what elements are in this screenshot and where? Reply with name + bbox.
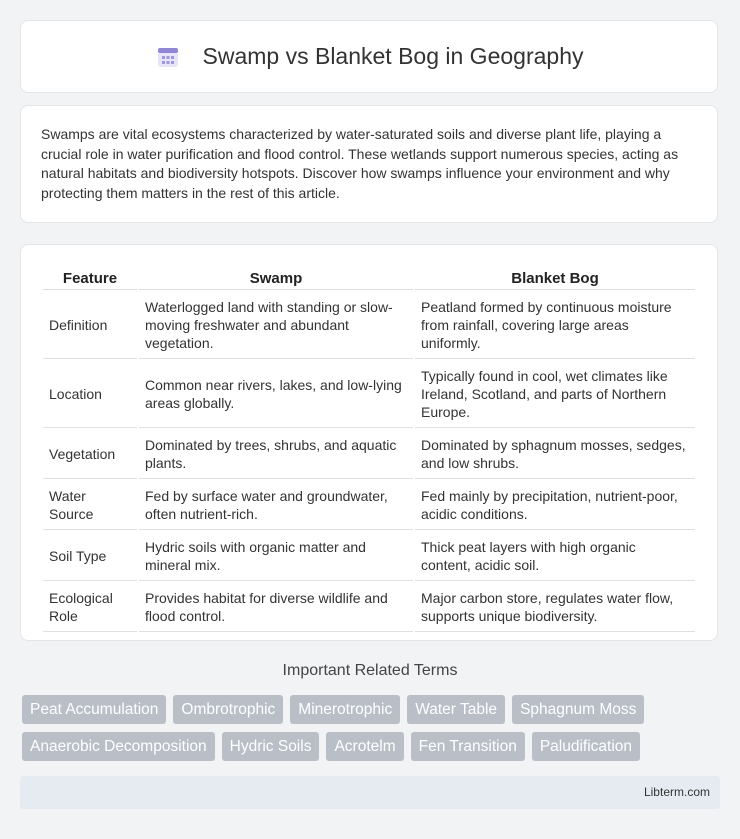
feature-cell: Vegetation xyxy=(43,430,137,479)
table-row xyxy=(43,292,695,359)
table-row xyxy=(43,532,695,581)
swamp-cell: Common near rivers, lakes, and low-lying areas globally. xyxy=(139,361,413,428)
bog-cell: Typically found in cool, wet climates like Ireland, Scotland, and parts of Northern Europe. xyxy=(415,361,695,428)
swamp-cell: Hydric soils with organic matter and mineral mix. xyxy=(139,532,413,581)
swamp-cell: Waterlogged land with standing or slow-moving freshwater and abundant vegetation. xyxy=(139,292,413,359)
bog-cell: Dominated by sphagnum mosses, sedges, and low shrubs. xyxy=(415,430,695,479)
feature-cell: Definition xyxy=(43,292,137,359)
table-row xyxy=(43,481,695,530)
tag-paludification[interactable]: Paludification xyxy=(532,732,640,761)
tag-hydric-soils[interactable]: Hydric Soils xyxy=(222,732,320,761)
tag-minerotrophic[interactable]: Minerotrophic xyxy=(290,695,400,724)
table-row xyxy=(43,430,695,479)
table-row xyxy=(43,361,695,428)
header-swamp: Swamp xyxy=(139,267,413,290)
tag-sphagnum-moss[interactable]: Sphagnum Moss xyxy=(512,695,644,724)
bog-cell: Fed mainly by precipitation, nutrient-poor, acidic conditions. xyxy=(415,481,695,530)
bog-cell: Major carbon store, regulates water flow, supports unique biodiversity. xyxy=(415,583,695,632)
swamp-cell: Fed by surface water and groundwater, often nutrient-rich. xyxy=(139,481,413,530)
comparison-card xyxy=(20,244,718,641)
table-row xyxy=(43,583,695,632)
tag-acrotelm[interactable]: Acrotelm xyxy=(326,732,403,761)
tag-fen-transition[interactable]: Fen Transition xyxy=(411,732,525,761)
related-terms-heading: Important Related Terms xyxy=(282,662,458,679)
page-title xyxy=(155,43,584,70)
tag-anaerobic-decomposition[interactable]: Anaerobic Decomposition xyxy=(22,732,215,761)
header-blanket-bog: Blanket Bog xyxy=(415,267,695,290)
related-terms-list xyxy=(22,695,722,769)
swamp-cell: Provides habitat for diverse wildlife and flood control. xyxy=(139,583,413,632)
feature-cell: Soil Type xyxy=(43,532,137,581)
feature-cell: Ecological Role xyxy=(43,583,137,632)
bog-cell: Peatland formed by continuous moisture from rainfall, covering large areas uniformly. xyxy=(415,292,695,359)
tag-row xyxy=(22,732,722,761)
bog-cell: Thick peat layers with high organic content, acidic soil. xyxy=(415,532,695,581)
swamp-cell: Dominated by trees, shrubs, and aquatic plants. xyxy=(139,430,413,479)
page-title-text: Swamp vs Blanket Bog in Geography xyxy=(202,43,584,69)
tag-water-table[interactable]: Water Table xyxy=(407,695,505,724)
intro-paragraph: Swamps are vital ecosystems characterized by water-saturated soils and diverse plant life, playing a crucial role in water purification and flood control. These wetlands support numerous species, acting as natural habitats and biodiversity hotspots. Discover how swamps influence your environment and why protecting them matters in the rest of this article. xyxy=(41,126,679,201)
tag-peat-accumulation[interactable]: Peat Accumulation xyxy=(22,695,166,724)
feature-cell: Water Source xyxy=(43,481,137,530)
footer xyxy=(20,776,720,809)
tag-row xyxy=(22,695,722,724)
intro-card xyxy=(20,105,718,223)
tag-ombrotrophic[interactable]: Ombrotrophic xyxy=(173,695,283,724)
calendar-grid-icon xyxy=(155,44,181,70)
footer-site-link[interactable]: Libterm.com xyxy=(643,785,710,799)
comparison-table xyxy=(41,265,697,634)
header-feature: Feature xyxy=(43,267,137,290)
feature-cell: Location xyxy=(43,361,137,428)
title-card xyxy=(20,20,718,93)
table-header-row xyxy=(43,267,695,290)
